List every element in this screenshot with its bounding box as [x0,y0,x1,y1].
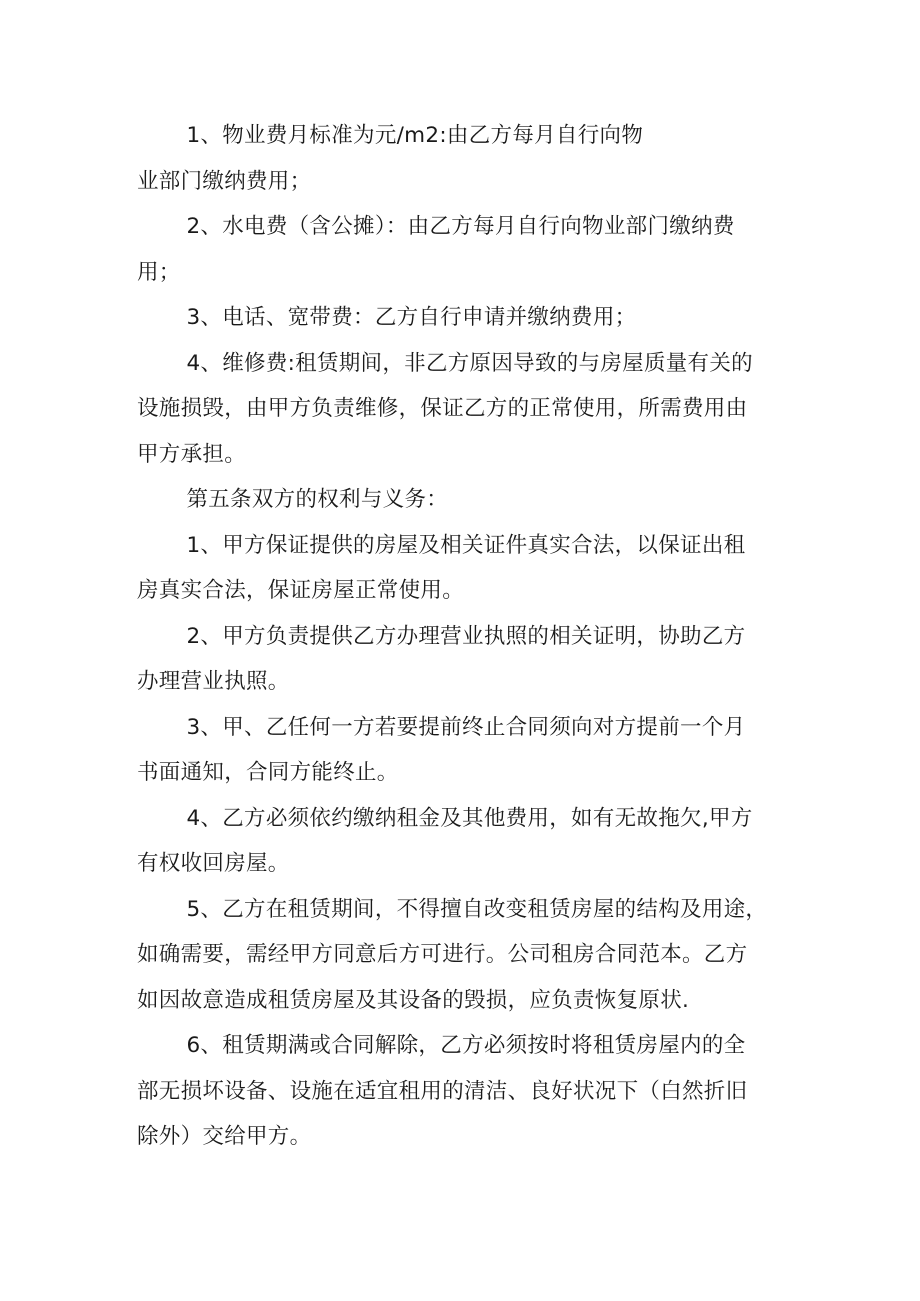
paragraph-fee-phone: 3、电话、宽带费：乙方自行申请并缴纳费用； [186,305,637,330]
document-body [137,113,787,1160]
paragraph-right-5: 5、乙方在租赁期间，不得擅自改变租赁房屋的结构及用途， 如确需要，需经甲方同意后方可进行。公司租房合同范本。乙方 如因故意造成租赁房屋及其设备的毁损，应负责恢复原状. [137,896,768,1013]
paragraph-fee-property: 1、物业费月标准为元/m2:由乙方每月自行向物 业部门缴纳费用； [137,123,644,194]
paragraph-fee-repair: 4、维修费:租赁期间，非乙方原因导致的与房屋质量有关的 设施损毁，由甲方负责维修，保证乙方的正常使用，所需费用由 甲方承担。 [137,350,753,467]
paragraph-right-1: 1、甲方保证提供的房屋及相关证件真实合法，以保证出租 房真实合法，保证房屋正常使用。 [137,532,746,603]
paragraph-right-2: 2、甲方负责提供乙方办理营业执照的相关证明，协助乙方 办理营业执照。 [137,623,746,694]
paragraph-right-3: 3、甲、乙任何一方若要提前终止合同须向对方提前一个月 书面通知，合同方能终止。 [137,714,746,785]
paragraph-fee-utilities: 2、水电费（含公摊）：由乙方每月自行向物业部门缴纳费 用； [137,214,735,285]
section-heading-article-5: 第五条双方的权利与义务： [186,487,449,512]
paragraph-right-6: 6、租赁期满或合同解除，乙方必须按时将租赁房屋内的全 部无损坏设备、设施在适宜租用的清洁、良好状况下（白然折旧 除外）交给甲方。 [137,1033,748,1149]
paragraph-right-4: 4、乙方必须依约缴纳租金及其他费用，如有无故拖欠,甲方 有权收回房屋。 [137,805,753,876]
